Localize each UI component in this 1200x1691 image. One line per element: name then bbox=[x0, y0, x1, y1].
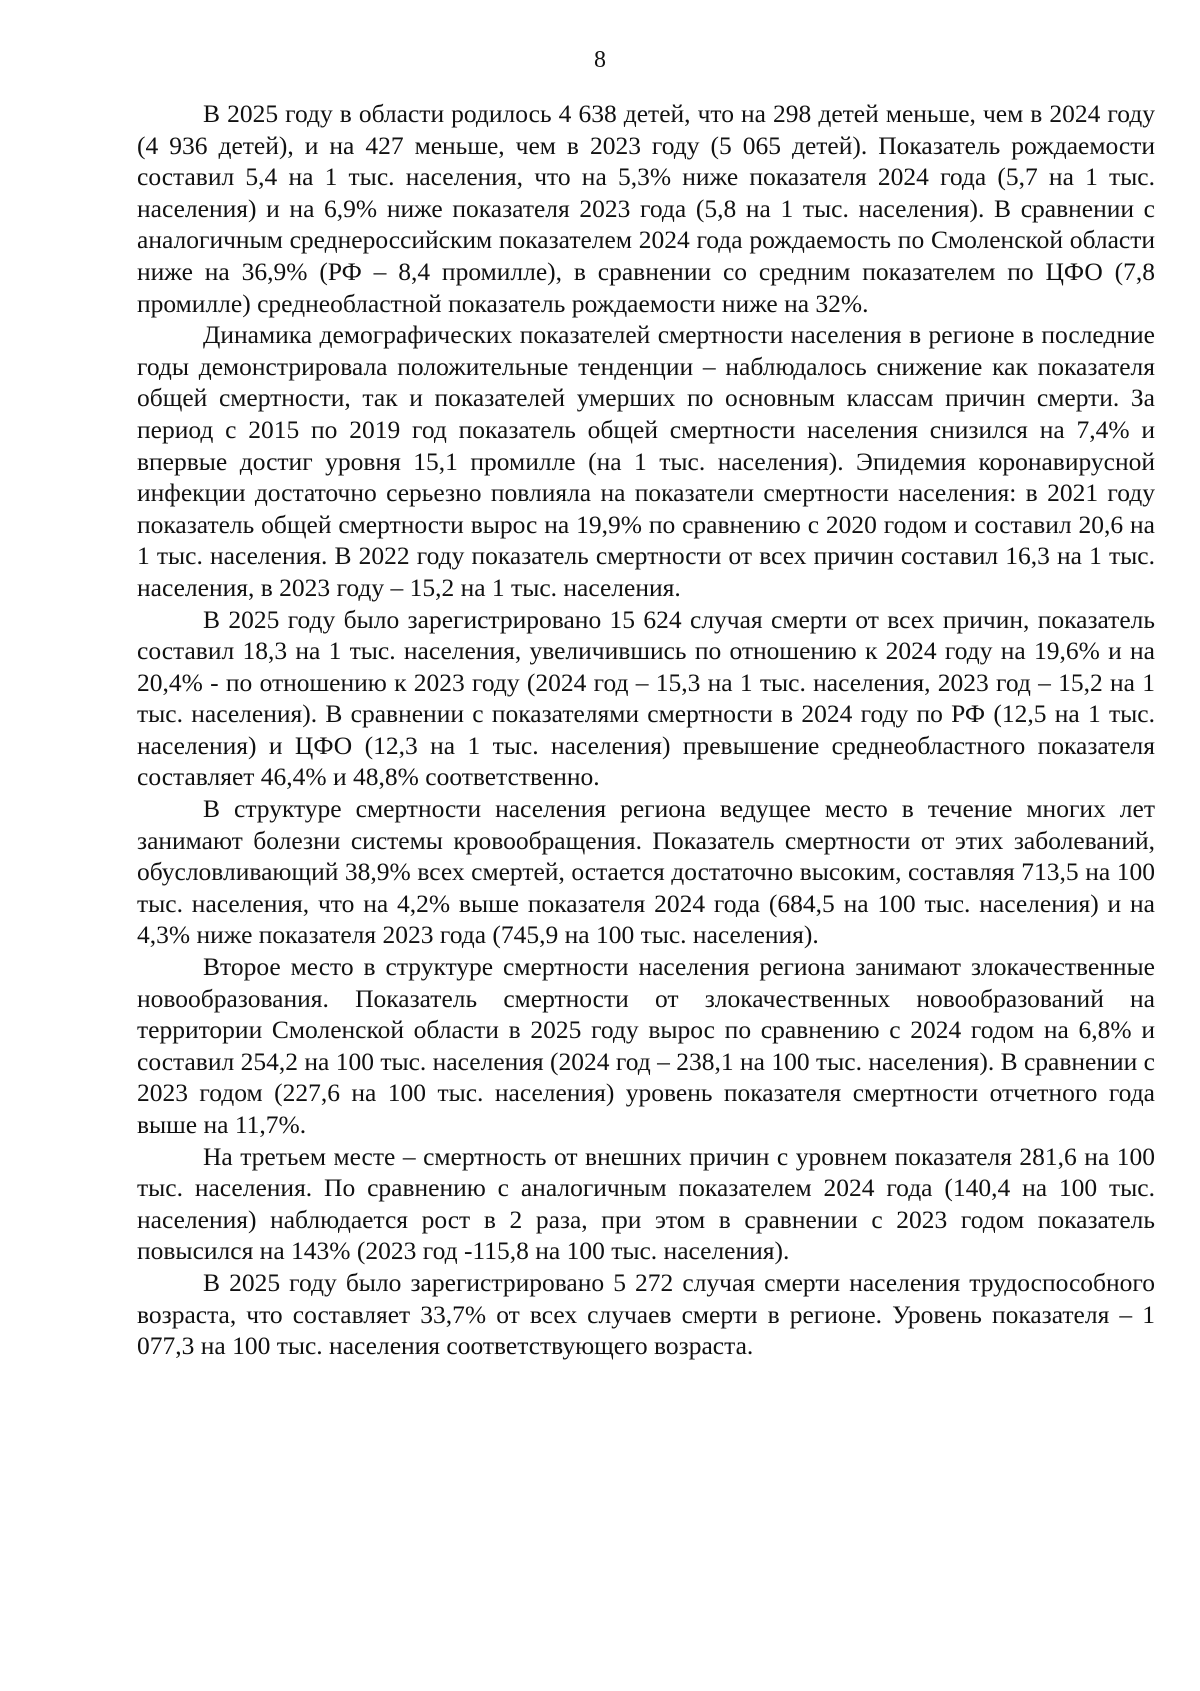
paragraph-mortality-dynamics: Динамика демографических показателей смертности населения в регионе в последние годы демонстрировала положительные тенденции – наблюдалось снижение как показателя общей смертности, так и показателей умерших по основным классам причин смерти. За период с 2015 по 2019 год показатель общей смертности населения снизился на 7,4% и впервые достиг уровня 15,1 промилле (на 1 тыс. населения). Эпидемия коронавирусной инфекции достаточно серьезно повлияла на показатели смертности населения: в 2021 году показатель общей смертности вырос на 19,9% по сравнению с 2020 годом и составил 20,6 на 1 тыс. населения. В 2022 году показатель смертности от всех причин составил 16,3 на 1 тыс. населения, в 2023 году – 15,2 на 1 тыс. населения. bbox=[137, 320, 1155, 602]
paragraph-neoplasms: Второе место в структуре смертности населения региона занимают злокачественные новообразования. Показатель смертности от злокачественных новообразований на территории Смоленской области в 2025 году вырос по сравнению с 2024 годом на 6,8% и составил 254,2 на 100 тыс. населения (2024 год – 238,1 на 100 тыс. населения). В сравнении с 2023 годом (227,6 на 100 тыс. населения) уровень показателя смертности отчетного года выше на 11,7%. bbox=[137, 952, 1155, 1139]
paragraph-circulatory-diseases: В структуре смертности населения региона ведущее место в течение многих лет занимают болезни системы кровообращения. Показатель смертности от этих заболеваний, обусловливающий 38,9% всех смертей, остается достаточно высоким, составляя 713,5 на 100 тыс. населения, что на 4,2% выше показателя 2024 года (684,5 на 100 тыс. населения) и на 4,3% ниже показателя 2023 года (745,9 на 100 тыс. населения). bbox=[137, 794, 1155, 950]
paragraph-deaths-2025: В 2025 году было зарегистрировано 15 624 случая смерти от всех причин, показатель составил 18,3 на 1 тыс. населения, увеличившись по отношению к 2024 году на 19,6% и на 20,4% - по отношению к 2023 году (2024 год – 15,3 на 1 тыс. населения, 2023 год – 15,2 на 1 тыс. населения). В сравнении с показателями смертности в 2024 году по РФ (12,5 на 1 тыс. населения) и ЦФО (12,3 на 1 тыс. населения) превышение среднеобластного показателя составляет 46,4% и 48,8% соответственно. bbox=[137, 604, 1155, 792]
paragraph-external-causes: На третьем месте – смертность от внешних причин с уровнем показателя 281,6 на 100 тыс. населения. По сравнению с аналогичным показателем 2024 года (140,4 на 100 тыс. населения) наблюдается рост в 2 раза, при этом в сравнении с 2023 годом показатель повысился на 143% (2023 год -115,8 на 100 тыс. населения). bbox=[137, 1141, 1155, 1266]
page-number: 8 bbox=[594, 47, 606, 73]
paragraph-working-age: В 2025 году было зарегистрировано 5 272 случая смерти населения трудоспособного возраста, что составляет 33,7% от всех случаев смерти в регионе. Уровень показателя – 1 077,3 на 100 тыс. населения соответствующего возраста. bbox=[137, 1267, 1155, 1361]
paragraph-births: В 2025 году в области родилось 4 638 детей, что на 298 детей меньше, чем в 2024 году (4 936 детей), и на 427 меньше, чем в 2023 году (5 065 детей). Показатель рождаемости составил 5,4 на 1 тыс. населения, что на 5,3% ниже показателя 2024 года (5,7 на 1 тыс. населения) и на 6,9% ниже показателя 2023 года (5,8 на 1 тыс. населения). В сравнении с аналогичным среднероссийским показателем 2024 года рождаемость по Смоленской области ниже на 36,9% (РФ – 8,4 промилле), в сравнении со средним показателем по ЦФО (7,8 промилле) среднеобластной показатель рождаемости ниже на 32%. bbox=[137, 99, 1155, 318]
document-body bbox=[137, 98, 1155, 1362]
